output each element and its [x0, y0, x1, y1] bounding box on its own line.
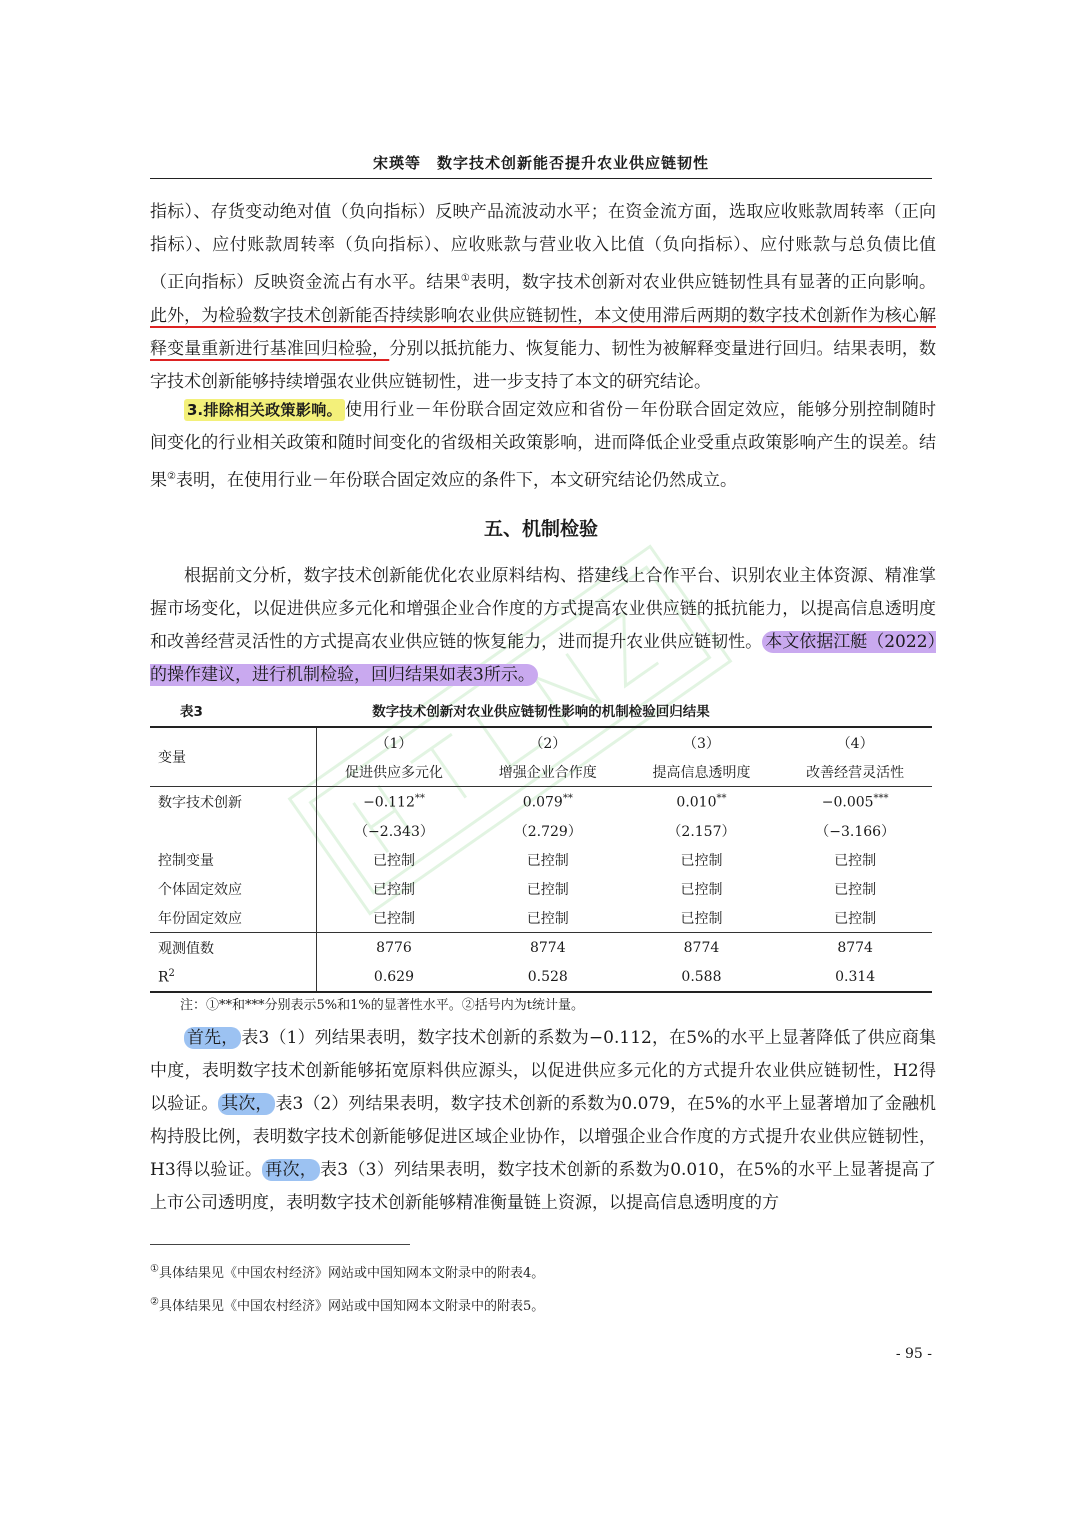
footnote-2 [150, 1295, 544, 1314]
coef-value: 0.010 [676, 794, 717, 811]
table-cell: 已控制 [680, 852, 723, 869]
r2-sup: 2 [168, 967, 175, 979]
t-stat: （−2.343） [354, 823, 434, 840]
table-row [150, 874, 932, 903]
regression-table [150, 726, 932, 993]
table-cell: 已控制 [526, 852, 569, 869]
footnote-1 [150, 1262, 544, 1281]
t-stat: （2.157） [667, 823, 736, 840]
table-cell: 0.629 [317, 962, 471, 992]
p4-text-a: 表3（1）列结果表明，数字技术创新的系数为−0.112，在5%的水平上显著降低了供应商集中度，表明数字技术创新能够拓宽原料供应源头，以促进供应多元化的方式提升农业供应链韧性，H2得以验证。 [150, 1028, 937, 1114]
table-number: 表3 [180, 704, 203, 720]
col-name-2: 增强企业合作度 [498, 764, 597, 781]
coef-stars: ** [414, 792, 425, 804]
table-cell: 已控制 [372, 910, 415, 927]
p3-highlight: 本文依据江艇（2022）的操作建议，进行机制检验，回归结果如表3所示。 [150, 632, 937, 685]
col-num-3: （3） [625, 727, 779, 757]
t-stat: （2.729） [513, 823, 582, 840]
coef-value: −0.005 [821, 794, 874, 811]
coef-stars: *** [873, 792, 889, 804]
paragraph-3 [150, 560, 936, 692]
p2-text-b: 表明，在使用行业－年份联合固定效应的条件下，本文研究结论仍然成立。 [175, 470, 737, 491]
coef-value: 0.079 [522, 794, 563, 811]
footnote-ref-2[interactable]: ② [167, 471, 176, 482]
footnote-mark: ② [150, 1296, 159, 1308]
row-label: 观测值数 [150, 933, 317, 963]
p4-text-c: 表3（3）列结果表明，数字技术创新的系数为0.010，在5%的水平上显著提高了上市公司透明度，表明数字技术创新能够精准衡量链上资源，以提高信息透明度的方 [150, 1160, 936, 1213]
col-num-2: （2） [471, 727, 625, 757]
table-cell: 0.314 [778, 962, 932, 992]
footnote-mark: ① [150, 1263, 159, 1275]
col-num-1: （1） [317, 727, 471, 757]
p2-heading-highlight: 3.排除相关政策影响。 [184, 399, 345, 421]
p1-underlined-annotation: 此外，为检验数字技术创新能否持续影响农业供应链韧性，本文使用滞后两期的数字技术创新作为核心解释变量重新进行基准回归检验， [150, 305, 936, 359]
p3-text-a: 根据前文分析，数字技术创新能优化农业原料结构、搭建线上合作平台、识别农业主体资源、精准掌握市场变化，以促进供应多元化和增强企业合作度的方式提高农业供应链的抵抗能力，以提高信息透明度和改善经营灵活性的方式提高农业供应链的恢复能力，进而提升农业供应链韧性。 [150, 566, 936, 652]
table-cell: 已控制 [372, 852, 415, 869]
table-title: 数字技术创新对农业供应链韧性影响的机制检验回归结果 [372, 704, 710, 720]
coef-stars: ** [562, 792, 573, 804]
table-row [150, 787, 932, 817]
p4-highlight-first: 首先， [184, 1027, 241, 1049]
p2-text-a: 使用行业－年份联合固定效应和省份－年份联合固定效应，能够分别控制随时间变化的行业相关政策和随时间变化的省级相关政策影响，进而降低企业受重点政策影响产生的误差。结果 [150, 400, 936, 491]
header-rule [150, 178, 932, 179]
footnote-rule [150, 1244, 410, 1245]
col-num-4: （4） [778, 727, 932, 757]
p1-text-a: 指标）、存货变动绝对值（负向指标）反映产品流波动水平；在资金流方面，选取应收账款周转率（正向指标）、应付账款周转率（负向指标）、应收账款与营业收入比值（负向指标）、应付账款与总负债比值（正向指标）反映资金流占有水平。结果 [150, 202, 936, 293]
table-cell: 已控制 [680, 881, 723, 898]
row-label: 数字技术创新 [150, 787, 317, 817]
table-cell: 0.588 [625, 962, 779, 992]
table-cell: 8776 [317, 933, 471, 963]
table-cell: 已控制 [834, 910, 877, 927]
section-title: 五、机制检验 [483, 518, 598, 540]
col-name-1: 促进供应多元化 [344, 764, 443, 781]
table-note: 注：①**和***分别表示5%和1%的显著性水平。②括号内为t统计量。 [180, 998, 584, 1013]
table-row [150, 962, 932, 992]
table-row [150, 845, 932, 874]
paragraph-4 [150, 1022, 936, 1220]
p1-text-b: 表明，数字技术创新对农业供应链韧性具有显著的正向影响。 [470, 272, 936, 293]
table-row [150, 933, 932, 963]
table-cell: 已控制 [372, 881, 415, 898]
coef-stars: ** [716, 792, 727, 804]
table-cell: 已控制 [834, 852, 877, 869]
p4-highlight-second: 其次， [218, 1093, 275, 1115]
p4-highlight-third: 再次， [262, 1159, 320, 1181]
paragraph-1 [150, 196, 936, 399]
table-cell: 已控制 [526, 881, 569, 898]
table-cell: 8774 [625, 933, 779, 963]
table-cell: 已控制 [834, 881, 877, 898]
col-name-4: 改善经营灵活性 [806, 764, 905, 781]
col-name-3: 提高信息透明度 [652, 764, 751, 781]
row-label: 年份固定效应 [150, 903, 317, 933]
page-number: - 95 - [895, 1346, 932, 1362]
table-cell: 8774 [471, 933, 625, 963]
p4-text-b: 表3（2）列结果表明，数字技术创新的系数为0.079，在5%的水平上显著增加了金融机构持股比例，表明数字技术创新能够促进区域企业协作，以增强企业合作度的方式提升农业供应链韧性，H3得以验证。 [150, 1094, 937, 1180]
coef-value: −0.112 [363, 794, 415, 811]
table-cell: 0.528 [471, 962, 625, 992]
paragraph-2 [150, 394, 936, 498]
row-label: 个体固定效应 [150, 874, 317, 903]
footnote-text: 具体结果见《中国农村经济》网站或中国知网本文附录中的附表4。 [158, 1266, 545, 1281]
running-header: 宋瑛等 数字技术创新能否提升农业供应链韧性 [372, 154, 709, 172]
row-label: R [158, 969, 169, 986]
t-stat: （−3.166） [815, 823, 896, 840]
table-var-header: 变量 [150, 727, 317, 787]
table-row [150, 816, 932, 845]
table-cell: 8774 [778, 933, 932, 963]
table-cell: 已控制 [680, 910, 723, 927]
p1-text-c: 分别以抵抗能力、恢复能力、韧性为被解释变量进行回归。结果表明，数字技术创新能够持续增强农业供应链韧性，进一步支持了本文的研究结论。 [150, 338, 937, 392]
footnote-text: 具体结果见《中国农村经济》网站或中国知网本文附录中的附表5。 [158, 1299, 545, 1314]
table-row [150, 903, 932, 933]
table-cell: 已控制 [526, 910, 569, 927]
footnote-ref-1[interactable]: ① [460, 273, 471, 284]
row-label: 控制变量 [150, 845, 317, 874]
